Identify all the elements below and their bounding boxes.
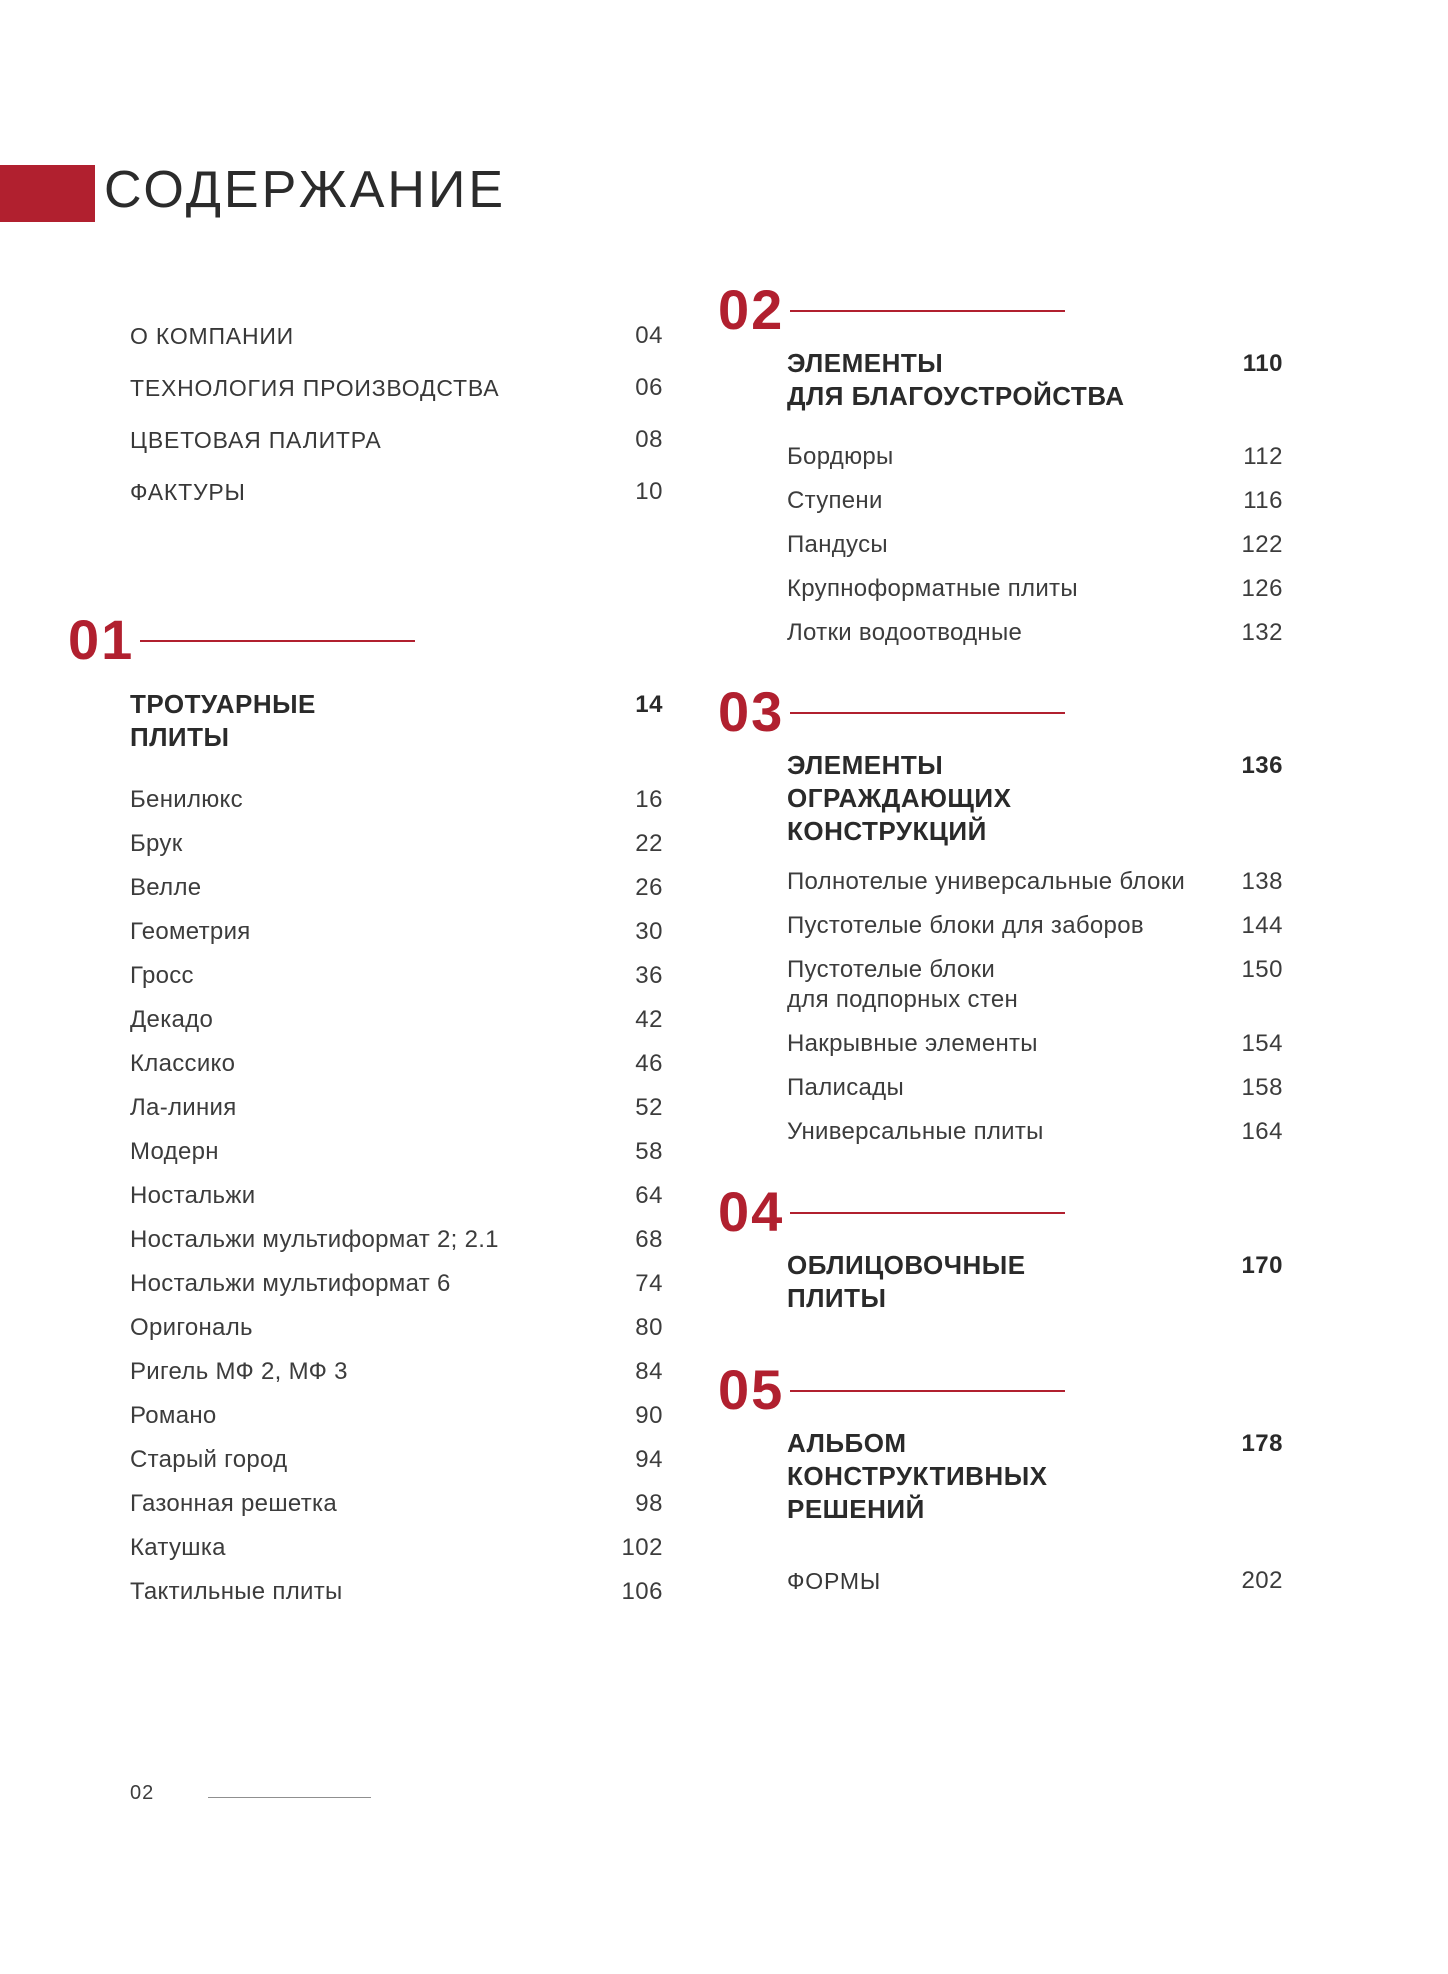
toc-entry-label: Бенилюкс bbox=[130, 786, 243, 813]
toc-entry-label: Гросс bbox=[130, 962, 194, 989]
section-rule bbox=[790, 712, 1065, 714]
toc-entry-page: 52 bbox=[635, 1094, 663, 1121]
toc-entry bbox=[130, 1482, 663, 1526]
toc-entry-page: 144 bbox=[1241, 912, 1283, 939]
toc-entry-page: 64 bbox=[635, 1182, 663, 1209]
toc-entry bbox=[130, 1438, 663, 1482]
toc-entry-page: 164 bbox=[1241, 1118, 1283, 1145]
section-page-number: 170 bbox=[1241, 1252, 1283, 1279]
section-page-number: 110 bbox=[1242, 350, 1283, 377]
section-title: ЭЛЕМЕНТЫ ОГРАЖДАЮЩИХ КОНСТРУКЦИЙ bbox=[787, 750, 1012, 846]
section-rule bbox=[790, 310, 1065, 312]
toc-entry-label: Ностальжи мультиформат 2; 2.1 bbox=[130, 1226, 499, 1253]
toc-entry-page: 158 bbox=[1241, 1074, 1283, 1101]
toc-entry bbox=[130, 866, 663, 910]
toc-entry bbox=[130, 1086, 663, 1130]
toc-entry bbox=[787, 611, 1283, 655]
toc-entry bbox=[130, 1130, 663, 1174]
toc-entry-label: Старый город bbox=[130, 1446, 288, 1473]
section-number: 01 bbox=[68, 608, 135, 671]
toc-entry-label: Палисады bbox=[787, 1074, 905, 1101]
toc-entry-label: Тактильные плиты bbox=[130, 1578, 343, 1605]
toc-entry-label: Брук bbox=[130, 830, 183, 857]
toc-entry-page: 04 bbox=[635, 322, 663, 349]
toc-entry-page: 98 bbox=[635, 1490, 663, 1517]
toc-entry bbox=[130, 1526, 663, 1570]
toc-entry-page: 90 bbox=[635, 1402, 663, 1429]
toc-entry bbox=[787, 1022, 1283, 1066]
section-body bbox=[718, 347, 1283, 655]
toc-entry-page: 202 bbox=[1241, 1567, 1283, 1594]
toc-entry-page: 16 bbox=[635, 786, 663, 813]
section-number: 04 bbox=[718, 1180, 785, 1243]
toc-entry bbox=[787, 567, 1283, 611]
section-title-row bbox=[787, 1427, 1283, 1526]
section-items bbox=[787, 860, 1283, 1154]
toc-entry-label: Геометрия bbox=[130, 918, 251, 945]
toc-entry-page: 06 bbox=[635, 374, 663, 401]
section-body bbox=[718, 1427, 1283, 1526]
toc-entry-label: Ригель МФ 2, МФ 3 bbox=[130, 1358, 348, 1385]
section-header bbox=[718, 680, 1283, 743]
accent-block bbox=[0, 165, 95, 222]
section-header bbox=[718, 1358, 1283, 1421]
toc-entry-page: 46 bbox=[635, 1050, 663, 1077]
toc-entry-label: ФАКТУРЫ bbox=[130, 479, 246, 505]
toc-entry bbox=[787, 1555, 1283, 1607]
toc-entry-page: 80 bbox=[635, 1314, 663, 1341]
toc-entry-page: 112 bbox=[1243, 443, 1283, 470]
footer-page-number: 02 bbox=[130, 1782, 155, 1804]
toc-entry-page: 36 bbox=[635, 962, 663, 989]
toc-entry-page: 154 bbox=[1241, 1030, 1283, 1057]
toc-section bbox=[718, 680, 1283, 1154]
section-rule bbox=[140, 640, 415, 642]
toc-entry bbox=[130, 414, 663, 466]
toc-entry bbox=[130, 310, 663, 362]
toc-entry-label: Крупноформатные плиты bbox=[787, 575, 1078, 602]
toc-entry-label: Ступени bbox=[787, 487, 883, 514]
section-page-number: 14 bbox=[635, 691, 663, 718]
toc-entry-page: 68 bbox=[635, 1226, 663, 1253]
toc-entry-page: 122 bbox=[1241, 531, 1283, 558]
toc-entry-page: 30 bbox=[635, 918, 663, 945]
section-header bbox=[68, 608, 663, 671]
toc-entry bbox=[130, 466, 663, 518]
section-title: АЛЬБОМ КОНСТРУКТИВНЫХ РЕШЕНИЙ bbox=[787, 1428, 1048, 1524]
toc-entry-label: Бордюры bbox=[787, 443, 894, 470]
toc-entry bbox=[787, 435, 1283, 479]
toc-entry-label: Пандусы bbox=[787, 531, 888, 558]
toc-entry-label: Декадо bbox=[130, 1006, 214, 1033]
toc-section bbox=[718, 278, 1283, 655]
toc-section bbox=[718, 1180, 1283, 1315]
toc-entry-label: Велле bbox=[130, 874, 202, 901]
toc-entry bbox=[787, 479, 1283, 523]
toc-entry-label: Оригональ bbox=[130, 1314, 253, 1341]
toc-entry-page: 126 bbox=[1241, 575, 1283, 602]
toc-entry-page: 150 bbox=[1241, 956, 1283, 983]
toc-entry bbox=[130, 778, 663, 822]
toc-entry-page: 106 bbox=[621, 1578, 663, 1605]
toc-entry bbox=[787, 523, 1283, 567]
extra-list bbox=[718, 1555, 1283, 1607]
toc-entry-label: ЦВЕТОВАЯ ПАЛИТРА bbox=[130, 427, 382, 453]
toc-entry-label: Пустотелые блоки для подпорных стен bbox=[787, 956, 1019, 1013]
toc-entry-label: ФОРМЫ bbox=[787, 1568, 881, 1594]
toc-entry-page: 84 bbox=[635, 1358, 663, 1385]
section-title: ТРОТУАРНЫЕ ПЛИТЫ bbox=[130, 689, 316, 752]
toc-entry bbox=[787, 860, 1283, 904]
toc-entry bbox=[787, 1110, 1283, 1154]
toc-entry-page: 132 bbox=[1241, 619, 1283, 646]
toc-entry-label: Модерн bbox=[130, 1138, 219, 1165]
toc-column-right bbox=[718, 278, 1283, 1607]
toc-entry-page: 74 bbox=[635, 1270, 663, 1297]
section-title-row bbox=[787, 749, 1283, 848]
section-number: 02 bbox=[718, 278, 785, 341]
section-page-number: 136 bbox=[1241, 752, 1283, 779]
section-body bbox=[718, 1249, 1283, 1315]
toc-entry bbox=[130, 1042, 663, 1086]
toc-entry-page: 58 bbox=[635, 1138, 663, 1165]
toc-entry-label: Классико bbox=[130, 1050, 236, 1077]
toc-entry-page: 138 bbox=[1241, 868, 1283, 895]
toc-entry bbox=[130, 362, 663, 414]
toc-entry-label: Газонная решетка bbox=[130, 1490, 337, 1517]
section-body bbox=[68, 688, 663, 1614]
toc-entry bbox=[130, 910, 663, 954]
toc-entry-page: 102 bbox=[621, 1534, 663, 1561]
toc-entry-label: Накрывные элементы bbox=[787, 1030, 1038, 1057]
toc-entry bbox=[130, 1570, 663, 1614]
toc-entry-label: Пустотелые блоки для заборов bbox=[787, 912, 1144, 939]
toc-entry bbox=[130, 1174, 663, 1218]
toc-entry bbox=[130, 1394, 663, 1438]
toc-section bbox=[718, 1358, 1283, 1526]
section-body bbox=[718, 749, 1283, 1154]
toc-entry bbox=[787, 904, 1283, 948]
toc-column-left bbox=[68, 310, 663, 1614]
toc-entry-label: Романо bbox=[130, 1402, 217, 1429]
section-page-number: 178 bbox=[1241, 1430, 1283, 1457]
toc-section bbox=[68, 608, 663, 1614]
toc-entry-label: Ностальжи bbox=[130, 1182, 256, 1209]
toc-entry bbox=[130, 1350, 663, 1394]
toc-entry-page: 22 bbox=[635, 830, 663, 857]
section-header bbox=[718, 1180, 1283, 1243]
toc-entry bbox=[130, 1262, 663, 1306]
toc-entry-page: 42 bbox=[635, 1006, 663, 1033]
section-title: ЭЛЕМЕНТЫ ДЛЯ БЛАГОУСТРОЙСТВА bbox=[787, 348, 1125, 411]
toc-entry-page: 10 bbox=[635, 478, 663, 505]
toc-entry-label: О КОМПАНИИ bbox=[130, 323, 295, 349]
sections-left bbox=[68, 608, 663, 1614]
footer-rule bbox=[208, 1797, 371, 1798]
section-number: 03 bbox=[718, 680, 785, 743]
toc-entry-label: Ностальжи мультиформат 6 bbox=[130, 1270, 451, 1297]
section-title-row bbox=[787, 1249, 1283, 1315]
toc-entry-page: 08 bbox=[635, 426, 663, 453]
toc-entry-page: 116 bbox=[1243, 487, 1283, 514]
toc-entry-label: Ла-линия bbox=[130, 1094, 237, 1121]
toc-entry bbox=[130, 998, 663, 1042]
toc-entry bbox=[130, 954, 663, 998]
toc-entry-label: Полнотелые универсальные блоки bbox=[787, 868, 1186, 895]
section-title: ОБЛИЦОВОЧНЫЕ ПЛИТЫ bbox=[787, 1250, 1026, 1313]
toc-entry bbox=[787, 948, 1283, 1022]
page-title: СОДЕРЖАНИЕ bbox=[104, 161, 507, 219]
section-rule bbox=[790, 1212, 1065, 1214]
toc-entry-page: 26 bbox=[635, 874, 663, 901]
section-title-row bbox=[130, 688, 663, 754]
toc-entry-label: Катушка bbox=[130, 1534, 226, 1561]
toc-entry-label: Универсальные плиты bbox=[787, 1118, 1044, 1145]
toc-entry bbox=[130, 1306, 663, 1350]
section-items bbox=[787, 435, 1283, 655]
sections-right bbox=[718, 278, 1283, 1526]
toc-entry-label: Лотки водоотводные bbox=[787, 619, 1023, 646]
toc-entry bbox=[787, 1066, 1283, 1110]
section-header bbox=[718, 278, 1283, 341]
section-rule bbox=[790, 1390, 1065, 1392]
toc-entry-label: ТЕХНОЛОГИЯ ПРОИЗВОДСТВА bbox=[130, 375, 500, 401]
section-title-row bbox=[787, 347, 1283, 413]
intro-list bbox=[68, 310, 663, 518]
section-number: 05 bbox=[718, 1358, 785, 1421]
toc-entry bbox=[130, 1218, 663, 1262]
section-items bbox=[130, 778, 663, 1614]
toc-entry-page: 94 bbox=[635, 1446, 663, 1473]
toc-entry bbox=[130, 822, 663, 866]
